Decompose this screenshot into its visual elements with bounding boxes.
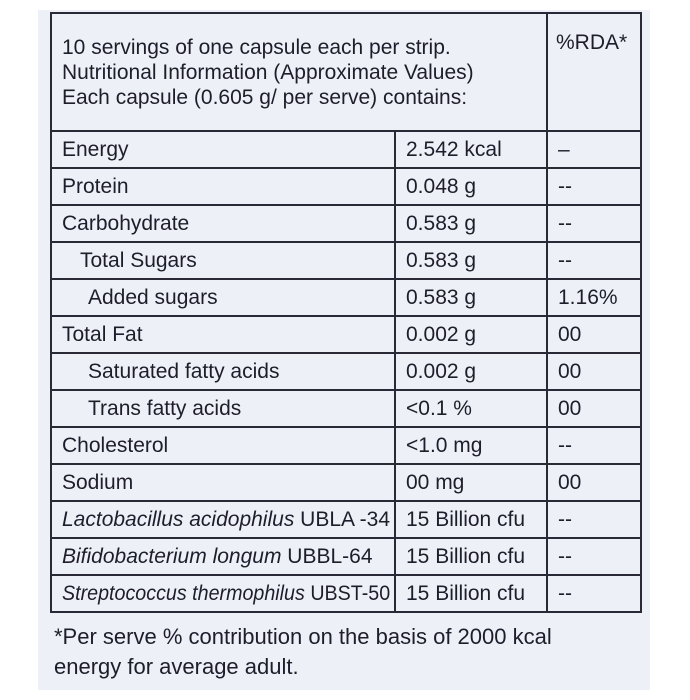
nutrient-name: Carbohydrate	[51, 205, 395, 242]
nutrient-rda: --	[547, 205, 641, 242]
nutrient-value: 0.583 g	[395, 279, 547, 316]
table-row	[51, 131, 641, 168]
nutrient-value: 0.002 g	[395, 353, 547, 390]
table-row	[51, 205, 641, 242]
table-row	[51, 575, 641, 612]
nutrient-value: 0.583 g	[395, 205, 547, 242]
table-row	[51, 538, 641, 575]
nutrition-info-title: Nutritional Information (Approximate Values)	[62, 60, 474, 84]
nutrient-value: 00 mg	[395, 464, 547, 501]
nutrient-value: 15 Billion cfu	[395, 538, 547, 575]
nutrient-value: 0.002 g	[395, 316, 547, 353]
nutrition-label	[38, 10, 650, 690]
table-header-row	[51, 13, 641, 131]
nutrient-value: 15 Billion cfu	[395, 501, 547, 538]
nutrient-name: Sodium	[51, 464, 395, 501]
rda-header: %RDA*	[547, 13, 641, 131]
table-row	[51, 464, 641, 501]
nutrient-name: Cholesterol	[51, 427, 395, 464]
probiotic-species: Lactobacillus acidophilus	[62, 508, 295, 531]
nutrient-name: Energy	[51, 131, 395, 168]
probiotic-name	[51, 538, 395, 575]
probiotic-strain: UBBL-64	[281, 545, 373, 568]
nutrient-value: 2.542 kcal	[395, 131, 547, 168]
nutrient-rda: 00	[547, 464, 641, 501]
nutrient-rda: –	[547, 131, 641, 168]
nutrient-rda: --	[547, 501, 641, 538]
nutrient-rda: 00	[547, 316, 641, 353]
nutrient-rda: --	[547, 575, 641, 612]
table-row	[51, 242, 641, 279]
table-row	[51, 390, 641, 427]
nutrient-name: Protein	[51, 168, 395, 205]
nutrient-rda: 1.16%	[547, 279, 641, 316]
nutrient-rda: --	[547, 242, 641, 279]
nutrient-name: Added sugars	[51, 279, 395, 316]
table-row	[51, 168, 641, 205]
footnote-line: *Per serve % contribution on the basis of 2000 kcal	[54, 624, 552, 649]
table-row	[51, 353, 641, 390]
nutrition-table	[50, 12, 642, 613]
footnote-line: energy for average adult.	[54, 654, 299, 679]
probiotic-species: Streptococcus thermophilus	[62, 582, 305, 605]
probiotic-name	[51, 501, 395, 538]
nutrient-value: <0.1 %	[395, 390, 547, 427]
nutrient-name: Trans fatty acids	[51, 390, 395, 427]
nutrient-name: Total Sugars	[51, 242, 395, 279]
capsule-info-text: Each capsule (0.605 g/ per serve) contains:	[62, 85, 468, 109]
nutrient-name: Total Fat	[51, 316, 395, 353]
nutrient-value: 15 Billion cfu	[395, 575, 547, 612]
nutrient-rda: --	[547, 427, 641, 464]
serving-count-text: 10 servings of one capsule each per strip.	[62, 35, 451, 59]
nutrient-value: <1.0 mg	[395, 427, 547, 464]
nutrient-rda: 00	[547, 390, 641, 427]
probiotic-name	[51, 575, 395, 612]
probiotic-species: Bifidobacterium longum	[62, 545, 282, 568]
nutrient-rda: 00	[547, 353, 641, 390]
probiotic-strain: UBLA -34	[294, 508, 391, 531]
nutrient-value: 0.583 g	[395, 242, 547, 279]
nutrient-value: 0.048 g	[395, 168, 547, 205]
table-row	[51, 427, 641, 464]
table-row	[51, 279, 641, 316]
nutrient-name: Saturated fatty acids	[51, 353, 395, 390]
nutrient-rda: --	[547, 168, 641, 205]
table-row	[51, 501, 641, 538]
table-row	[51, 316, 641, 353]
serving-info	[51, 13, 547, 131]
nutrient-rda: --	[547, 538, 641, 575]
probiotic-strain: UBST-50	[304, 582, 391, 605]
footnote	[54, 622, 644, 682]
